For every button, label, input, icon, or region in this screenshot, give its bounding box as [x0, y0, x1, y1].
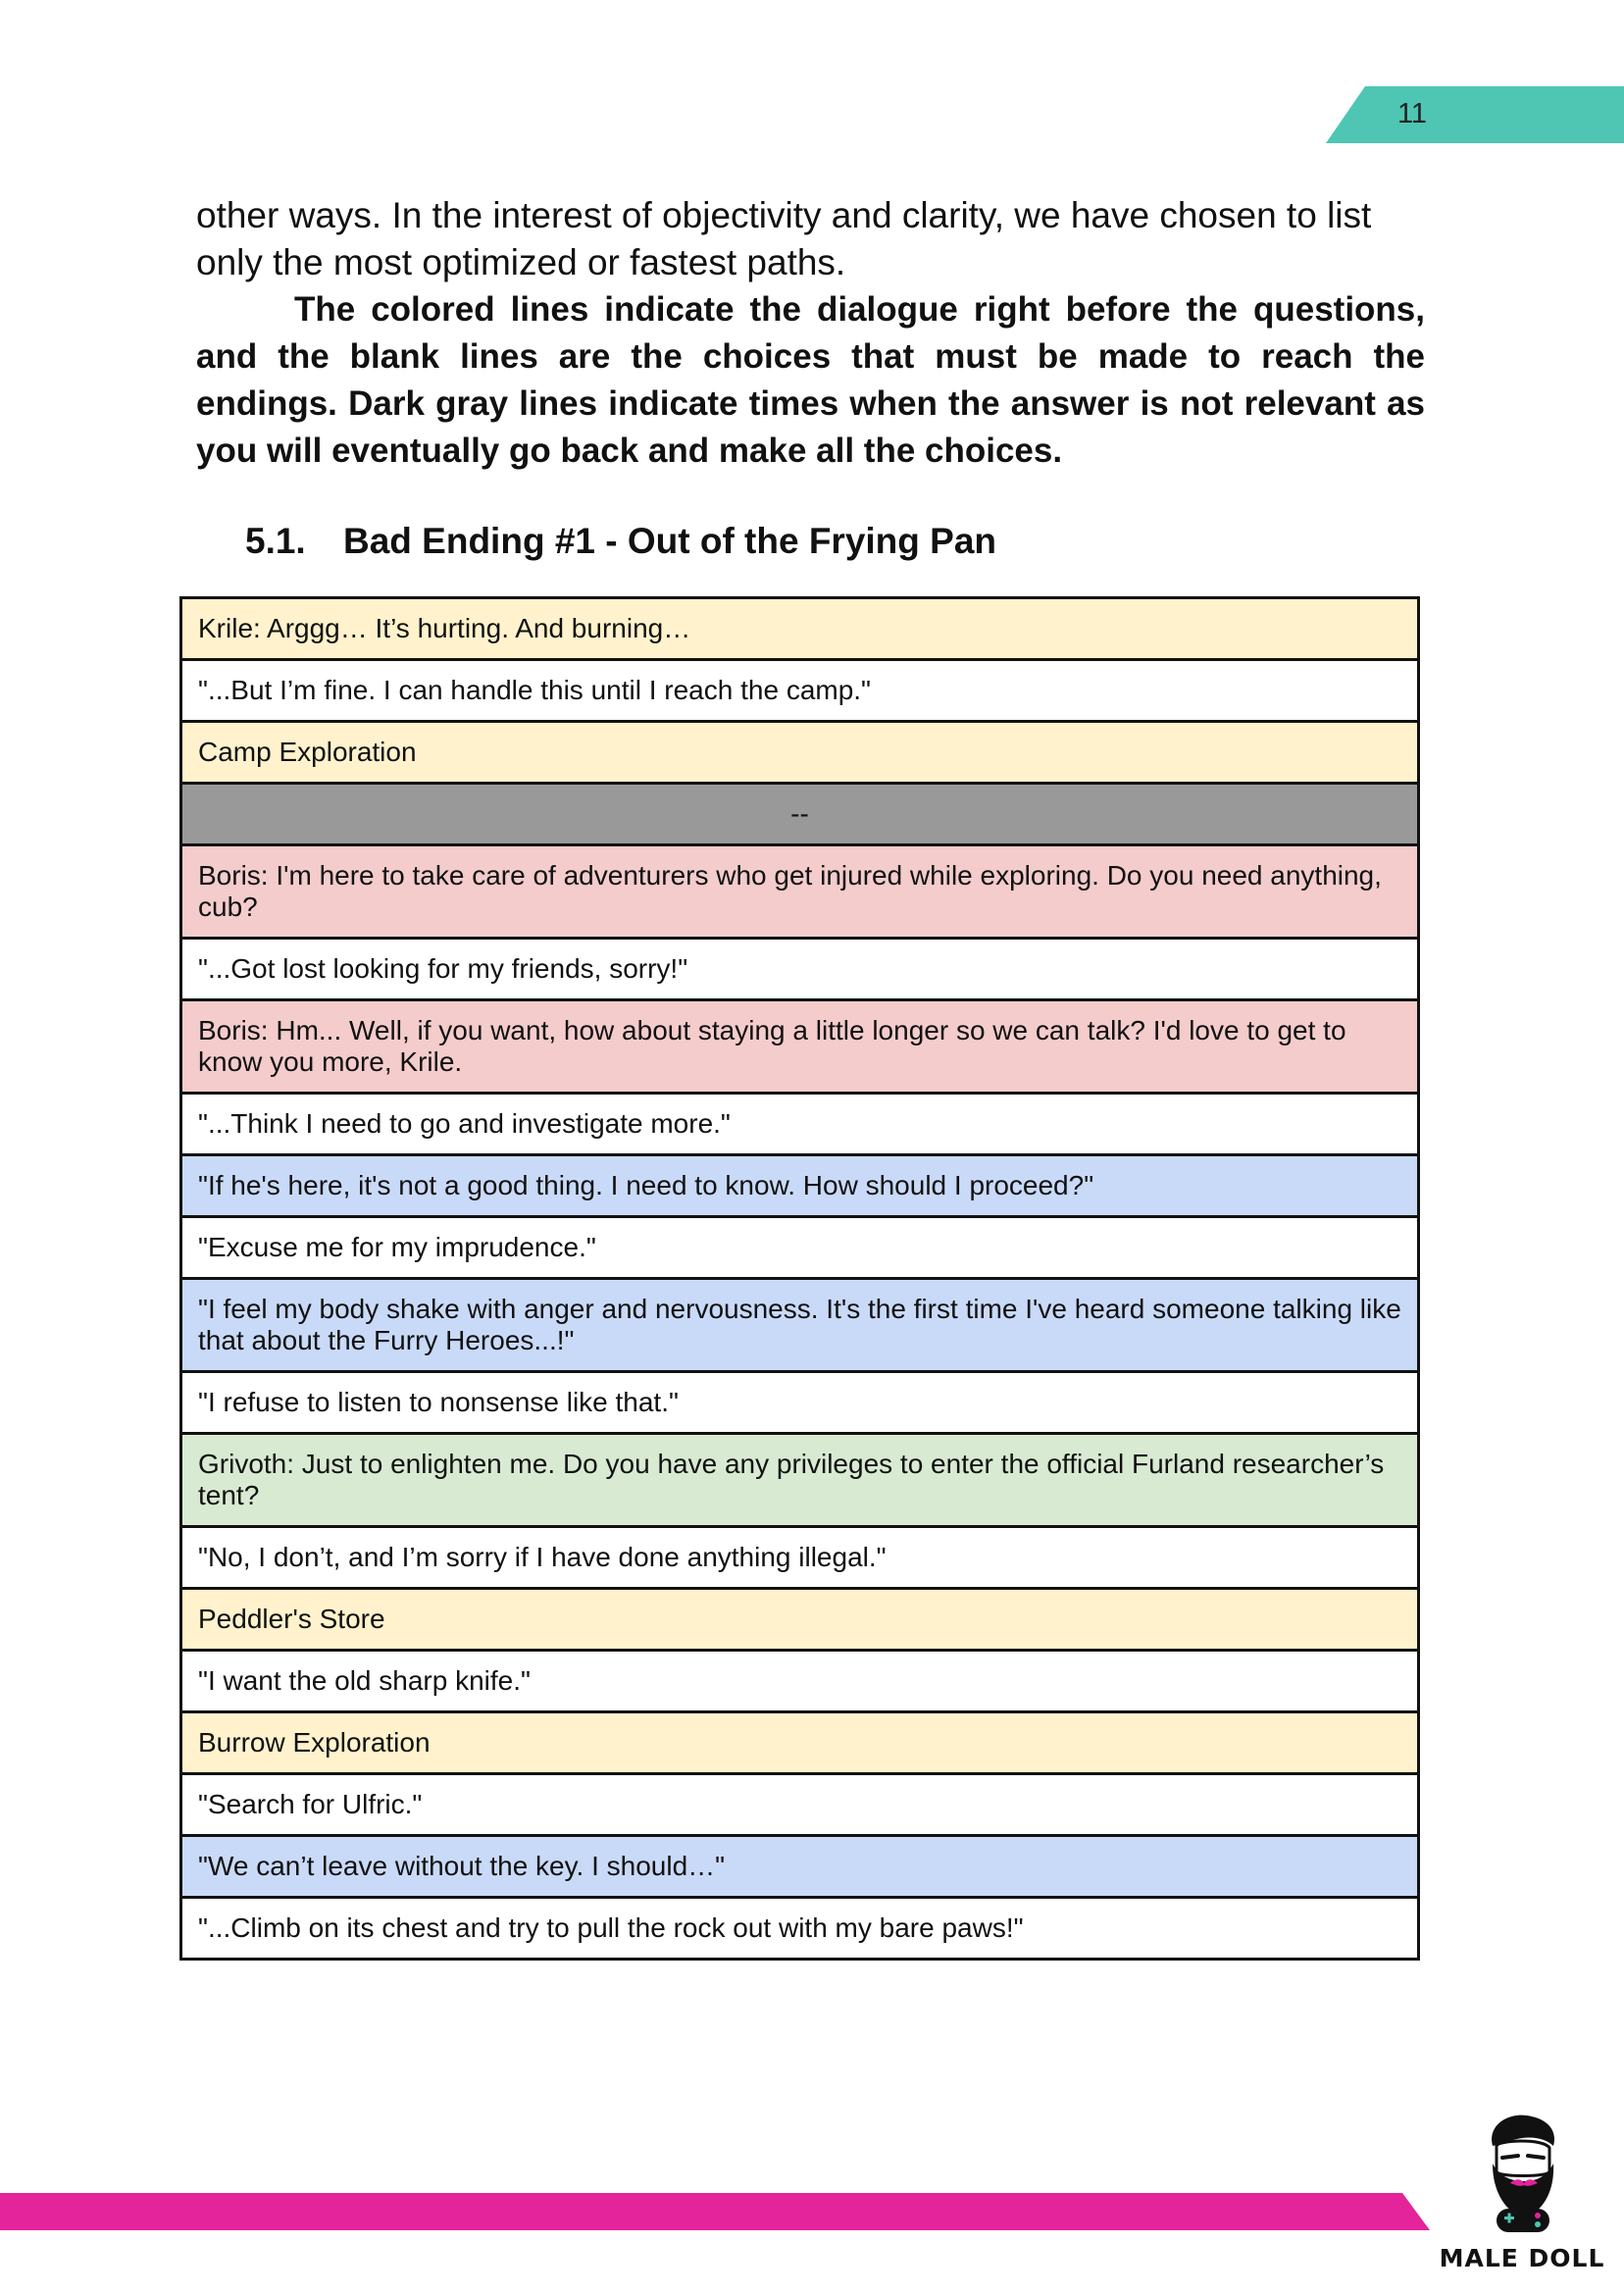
table-row: [182, 1153, 1417, 1215]
row-text: "Search for Ulfric.": [198, 1789, 423, 1819]
intro-paragraph: other ways. In the interest of objectivity and clarity, we have chosen to list only the most optimized or fastest paths.: [196, 195, 1372, 282]
footer-bar: [0, 2193, 1430, 2230]
table-row: [182, 1649, 1417, 1710]
table-row: [182, 782, 1417, 843]
table-row: [182, 1710, 1417, 1772]
table-row: [182, 1432, 1417, 1525]
row-text: "No, I don’t, and I’m sorry if I have done anything illegal.": [198, 1542, 887, 1572]
row-text: Grivoth: Just to enlighten me. Do you have any privileges to enter the official Furland researcher’s tent?: [198, 1449, 1385, 1510]
table-row: [182, 998, 1417, 1092]
row-text: "I feel my body shake with anger and nervousness. It's the first time I've heard someone talking like that about the Furry Heroes...!": [198, 1294, 1401, 1355]
row-text: "...But I’m fine. I can handle this until I reach the camp.": [198, 675, 871, 705]
table-row: [182, 1370, 1417, 1432]
table-row: [182, 1587, 1417, 1649]
table-row: [182, 1092, 1417, 1153]
table-row: [182, 1215, 1417, 1277]
table-row: [182, 937, 1417, 998]
table-row: [182, 1772, 1417, 1834]
table-row: [182, 843, 1417, 937]
row-text: "I want the old sharp knife.": [198, 1665, 531, 1696]
row-text: "We can’t leave without the key. I should…": [198, 1851, 726, 1881]
logo-text: MALE DOLL: [1439, 2244, 1605, 2272]
row-text: Peddler's Store: [198, 1604, 385, 1634]
page-number-tab: [1326, 86, 1624, 143]
row-text: Krile: Arggg… It’s hurting. And burning…: [198, 613, 691, 643]
row-text: "...Got lost looking for my friends, sorry!": [198, 953, 688, 984]
legend-paragraph: The colored lines indicate the dialogue right before the questions, and the blank lines are the choices that must be made to reach the endings. Dark gray lines indicate times when the answer is not relevant as you will eventually go back and make all the choices.: [196, 290, 1425, 470]
row-text: Camp Exploration: [198, 737, 417, 767]
page-number: 11: [1396, 98, 1428, 129]
row-text: "...Climb on its chest and try to pull the rock out with my bare paws!": [198, 1912, 1024, 1943]
table-row: [182, 1525, 1417, 1587]
table-row: [182, 1896, 1417, 1958]
row-text: Boris: Hm... Well, if you want, how about staying a little longer so we can talk? I'd love to get to know you more, Krile.: [198, 1015, 1346, 1077]
section-heading: [245, 521, 996, 562]
choices-table: [179, 596, 1420, 1961]
table-row: [182, 599, 1417, 658]
section-number: 5.1.: [245, 521, 306, 561]
row-text: Boris: I'm here to take care of adventurers who get injured while exploring. Do you need anything, cub?: [198, 860, 1382, 922]
row-text: "If he's here, it's not a good thing. I need to know. How should I proceed?": [198, 1170, 1094, 1200]
row-text: --: [790, 798, 809, 829]
table-row: [182, 720, 1417, 782]
male-doll-logo-icon: [1459, 2107, 1585, 2236]
row-text: Burrow Exploration: [198, 1727, 431, 1758]
table-row: [182, 1277, 1417, 1370]
section-title: Bad Ending #1 - Out of the Frying Pan: [343, 521, 997, 561]
row-text: "I refuse to listen to nonsense like that.": [198, 1387, 679, 1417]
table-row: [182, 658, 1417, 720]
row-text: "Excuse me for my imprudence.": [198, 1232, 596, 1262]
row-text: "...Think I need to go and investigate more.": [198, 1108, 731, 1139]
table-row: [182, 1834, 1417, 1896]
